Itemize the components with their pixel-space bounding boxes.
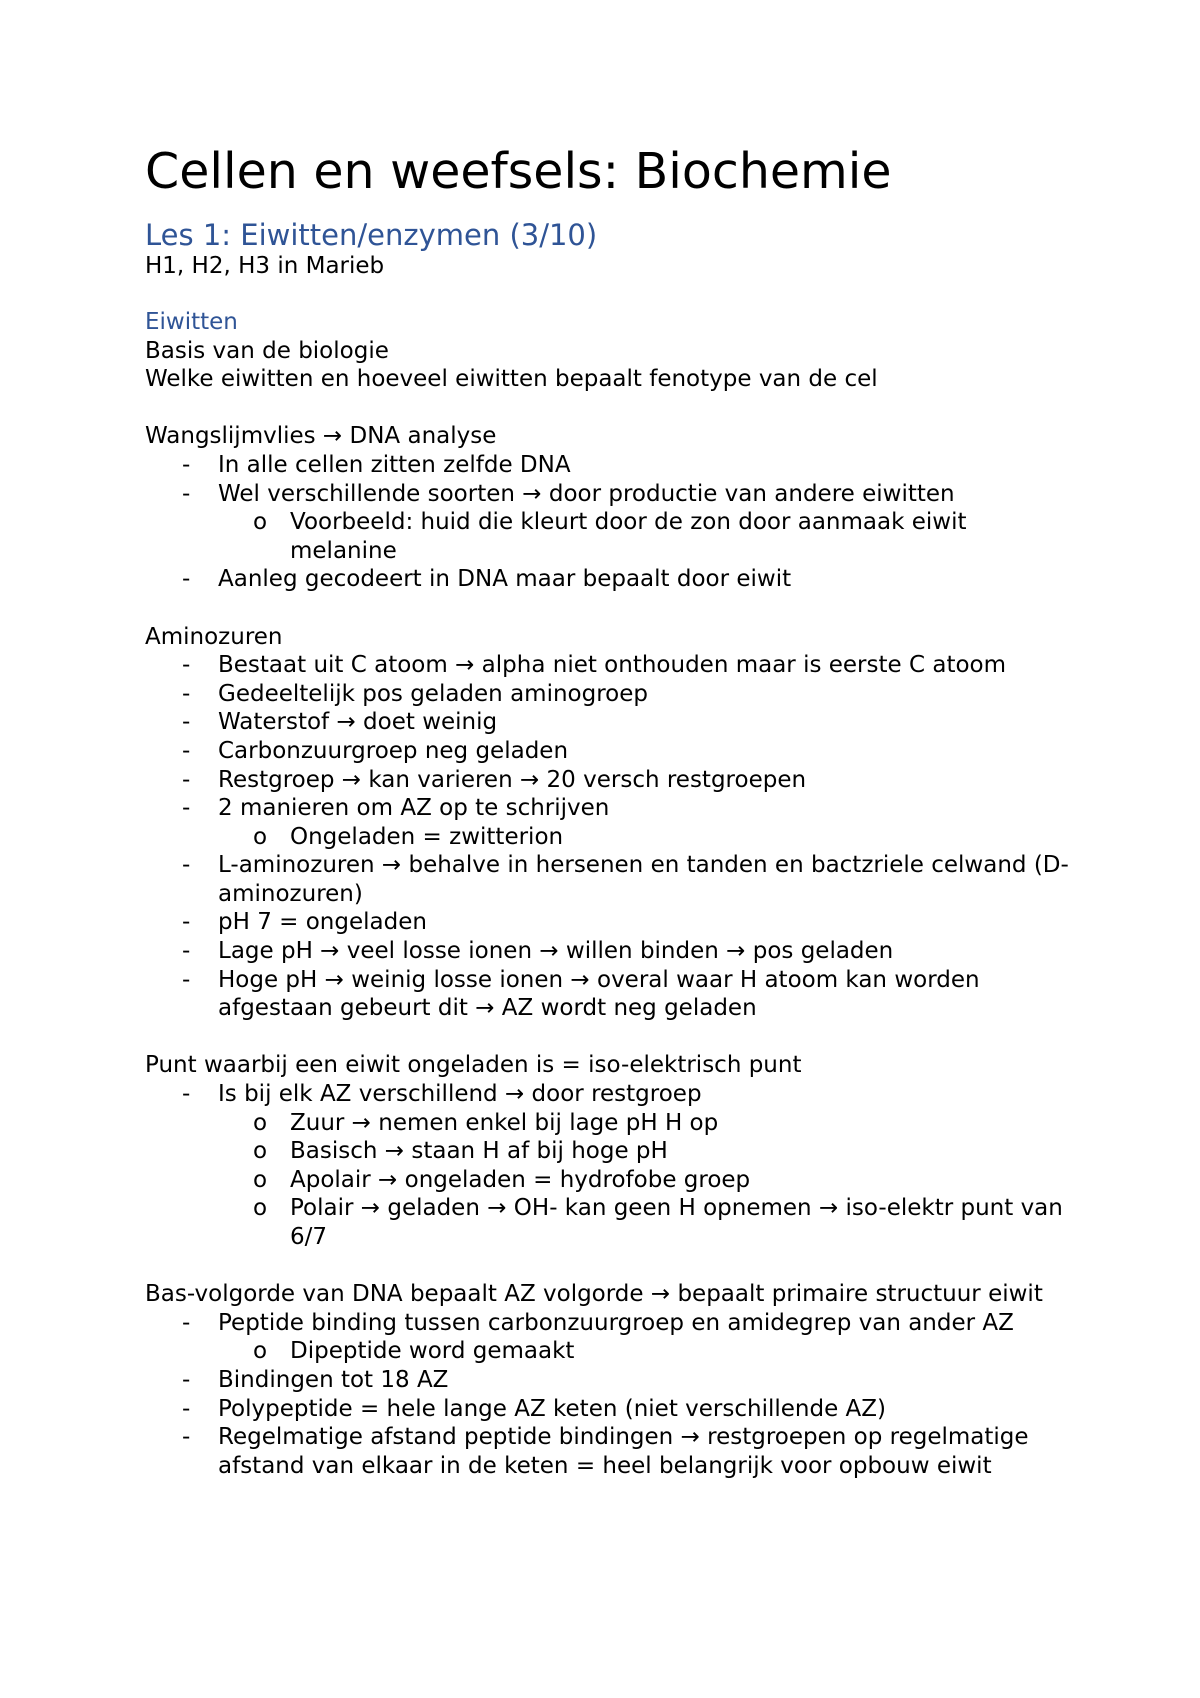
blank-line xyxy=(145,1023,1075,1052)
intro-line: Welke eiwitten en hoeveel eiwitten bepaalt fenotype van de cel xyxy=(145,366,878,393)
list-item-text: Carbonzuurgroep neg geladen xyxy=(218,737,569,764)
dash-bullet: - xyxy=(182,1309,191,1336)
circle-bullet: o xyxy=(253,1138,268,1165)
list-item-text: Basisch → staan H af bij hoge pH xyxy=(290,1138,668,1165)
list-item-text: Polair → geladen → OH- kan geen H opnemen → iso-elektr punt van 6/7 xyxy=(290,1195,1063,1250)
note-blocks xyxy=(145,394,1075,1481)
paragraph-lead: Bas-volgorde van DNA bepaalt AZ volgorde → bepaalt primaire structuur eiwit xyxy=(145,1281,1043,1308)
list-item-text: L-aminozuren → behalve in hersenen en tanden en bactzriele celwand (D-aminozuren) xyxy=(218,852,1069,907)
blank-line xyxy=(145,1252,1075,1281)
list-item xyxy=(145,966,1075,1023)
list-item-text: Voorbeeld: huid die kleurt door de zon door aanmaak eiwit melanine xyxy=(290,509,967,564)
list-item xyxy=(145,766,1075,795)
sub-list-item xyxy=(145,1337,1075,1366)
sub-list-item xyxy=(145,1109,1075,1138)
bullet-list xyxy=(145,451,1075,594)
list-item xyxy=(145,794,1075,823)
lesson-subtitle: H1, H2, H3 in Marieb xyxy=(145,253,385,279)
spacer xyxy=(145,281,1075,307)
list-item xyxy=(145,565,1075,594)
paragraph-lead: Aminozuren xyxy=(145,623,283,650)
list-item-text: Aanleg gecodeert in DNA maar bepaalt door eiwit xyxy=(218,566,792,593)
list-item xyxy=(145,451,1075,480)
dash-bullet: - xyxy=(182,566,191,593)
list-item xyxy=(145,737,1075,766)
list-item-text: Is bij elk AZ verschillend → door restgroep xyxy=(218,1081,702,1108)
bullet-list xyxy=(145,1309,1075,1481)
dash-bullet: - xyxy=(182,737,191,764)
list-item xyxy=(145,908,1075,937)
intro-line: Basis van de biologie xyxy=(145,337,389,364)
list-item-text: Regelmatige afstand peptide bindingen → restgroepen op regelmatige afstand van elkaar in de keten = heel belangrijk voor opbouw eiwit xyxy=(218,1424,1029,1479)
dash-bullet: - xyxy=(182,795,191,822)
list-item-text: Dipeptide word gemaakt xyxy=(290,1338,575,1365)
list-item-text: Bestaat uit C atoom → alpha niet onthouden maar is eerste C atoom xyxy=(218,652,1007,679)
list-item xyxy=(145,1080,1075,1109)
list-item xyxy=(145,680,1075,709)
list-item xyxy=(145,1366,1075,1395)
circle-bullet: o xyxy=(253,1109,268,1136)
list-item-text: Wel verschillende soorten → door productie van andere eiwitten xyxy=(218,480,955,507)
sub-list-item xyxy=(145,1194,1075,1251)
dash-bullet: - xyxy=(182,480,191,507)
list-item xyxy=(145,1395,1075,1424)
list-item-text: Lage pH → veel losse ionen → willen binden → pos geladen xyxy=(218,938,894,965)
blank-line xyxy=(145,394,1075,423)
dash-bullet: - xyxy=(182,451,191,478)
circle-bullet: o xyxy=(253,1166,268,1193)
list-item xyxy=(145,1423,1075,1480)
list-item-text: Peptide binding tussen carbonzuurgroep en amidegrep van ander AZ xyxy=(218,1309,1014,1336)
circle-bullet: o xyxy=(253,1195,268,1222)
dash-bullet: - xyxy=(182,852,191,879)
sub-list-item xyxy=(145,1166,1075,1195)
circle-bullet: o xyxy=(253,1338,268,1365)
lesson-heading: Les 1: Eiwitten/enzymen (3/10) xyxy=(145,218,598,252)
dash-bullet: - xyxy=(182,652,191,679)
list-item xyxy=(145,937,1075,966)
sub-list-item xyxy=(145,1137,1075,1166)
bullet-list xyxy=(145,651,1075,1023)
list-item-text: Ongeladen = zwitterion xyxy=(290,823,564,850)
dash-bullet: - xyxy=(182,909,191,936)
paragraph-lead: Punt waarbij een eiwit ongeladen is = iso-elektrisch punt xyxy=(145,1052,802,1079)
list-item-text: 2 manieren om AZ op te schrijven xyxy=(218,795,610,822)
dash-bullet: - xyxy=(182,1424,191,1451)
document-title: Cellen en weefsels: Biochemie xyxy=(145,143,892,200)
paragraph-lead: Wangslijmvlies → DNA analyse xyxy=(145,423,497,450)
list-item-text: Gedeeltelijk pos geladen aminogroep xyxy=(218,680,648,707)
dash-bullet: - xyxy=(182,709,191,736)
list-item xyxy=(145,480,1075,509)
list-item-text: Hoge pH → weinig losse ionen → overal waar H atoom kan worden afgestaan gebeurt dit → AZ wordt neg geladen xyxy=(218,966,980,1022)
list-item-text: Bindingen tot 18 AZ xyxy=(218,1366,449,1393)
list-item-text: In alle cellen zitten zelfde DNA xyxy=(218,451,571,478)
dash-bullet: - xyxy=(182,766,191,793)
list-item-text: pH 7 = ongeladen xyxy=(218,909,427,936)
section-heading: Eiwitten xyxy=(145,308,238,335)
sub-list-item xyxy=(145,823,1075,852)
list-item xyxy=(145,1309,1075,1338)
circle-bullet: o xyxy=(253,823,268,850)
list-item-text: Polypeptide = hele lange AZ keten (niet verschillende AZ) xyxy=(218,1395,886,1422)
circle-bullet: o xyxy=(253,509,268,536)
list-item-text: Waterstof → doet weinig xyxy=(218,709,498,736)
bullet-list xyxy=(145,1080,1075,1252)
dash-bullet: - xyxy=(182,1081,191,1108)
list-item-text: Apolair → ongeladen = hydrofobe groep xyxy=(290,1166,751,1193)
dash-bullet: - xyxy=(182,938,191,965)
dash-bullet: - xyxy=(182,1395,191,1422)
sub-list-item xyxy=(145,508,1075,565)
dash-bullet: - xyxy=(182,966,191,993)
list-item-text: Restgroep → kan varieren → 20 versch restgroepen xyxy=(218,766,807,793)
list-item xyxy=(145,651,1075,680)
dash-bullet: - xyxy=(182,1366,191,1393)
dash-bullet: - xyxy=(182,680,191,707)
document-page xyxy=(145,140,1075,1480)
blank-line xyxy=(145,594,1075,623)
list-item-text: Zuur → nemen enkel bij lage pH H op xyxy=(290,1109,719,1136)
list-item xyxy=(145,851,1075,908)
list-item xyxy=(145,708,1075,737)
